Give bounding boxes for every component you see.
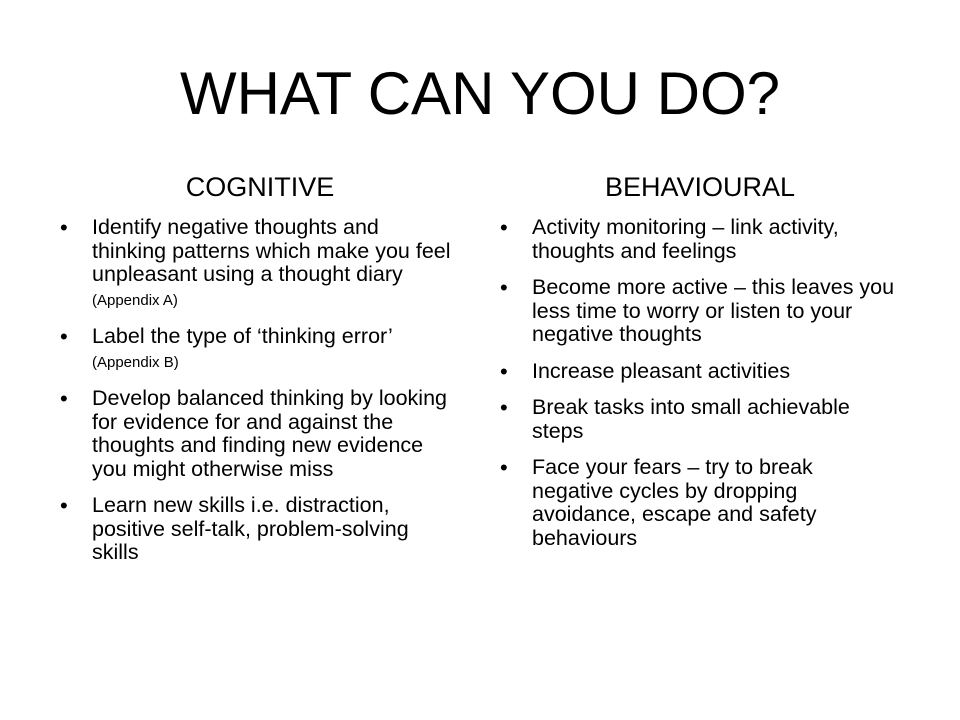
item-text: Activity monitoring – link activity, thoughts and feelings (532, 215, 839, 263)
item-text: Label the type of ‘thinking error’ (92, 324, 392, 348)
item-note: (Appendix B) (92, 353, 179, 371)
list-item (60, 325, 455, 374)
behavioural-column (500, 170, 895, 563)
bullet-icon: • (60, 215, 68, 240)
item-text: Develop balanced thinking by looking for evidence for and against the thoughts and finding new evidence you might otherwise miss (92, 386, 447, 481)
slide-title: WHAT CAN YOU DO? (179, 60, 781, 127)
item-note: (Appendix A) (92, 291, 178, 309)
bullet-icon: • (60, 386, 68, 411)
item-text: Increase pleasant activities (532, 358, 791, 383)
cognitive-column (60, 170, 455, 578)
behavioural-heading: BEHAVIOURAL (604, 172, 796, 202)
list-item (60, 387, 455, 481)
item-text: Break tasks into small achievable steps (532, 395, 850, 443)
item-text: Face your fears – try to break negative cycles by dropping avoidance, escape and safety behaviours (532, 455, 817, 550)
bullet-icon: • (500, 455, 508, 480)
item-text: Identify negative thoughts and thinking patterns which make you feel unpleasant using a thought diary (92, 215, 451, 286)
list-item (500, 360, 895, 384)
list-item (60, 494, 455, 565)
bullet-icon: • (60, 493, 68, 518)
behavioural-list (500, 216, 895, 550)
bullet-icon: • (500, 275, 508, 300)
cognitive-list (60, 216, 455, 565)
item-text: Become more active – this leaves you less time to worry or listen to your negative thoughts (532, 275, 895, 346)
cognitive-heading: COGNITIVE (185, 172, 335, 202)
list-item (500, 216, 895, 263)
list-item (60, 216, 455, 312)
list-item (500, 396, 895, 443)
bullet-icon: • (500, 358, 508, 384)
item-text: Learn new skills i.e. distraction, positive self-talk, problem-solving skills (92, 493, 409, 564)
bullet-icon: • (60, 324, 68, 349)
list-item (500, 456, 895, 550)
bullet-icon: • (500, 215, 508, 240)
bullet-icon: • (500, 395, 508, 420)
list-item (500, 276, 895, 347)
